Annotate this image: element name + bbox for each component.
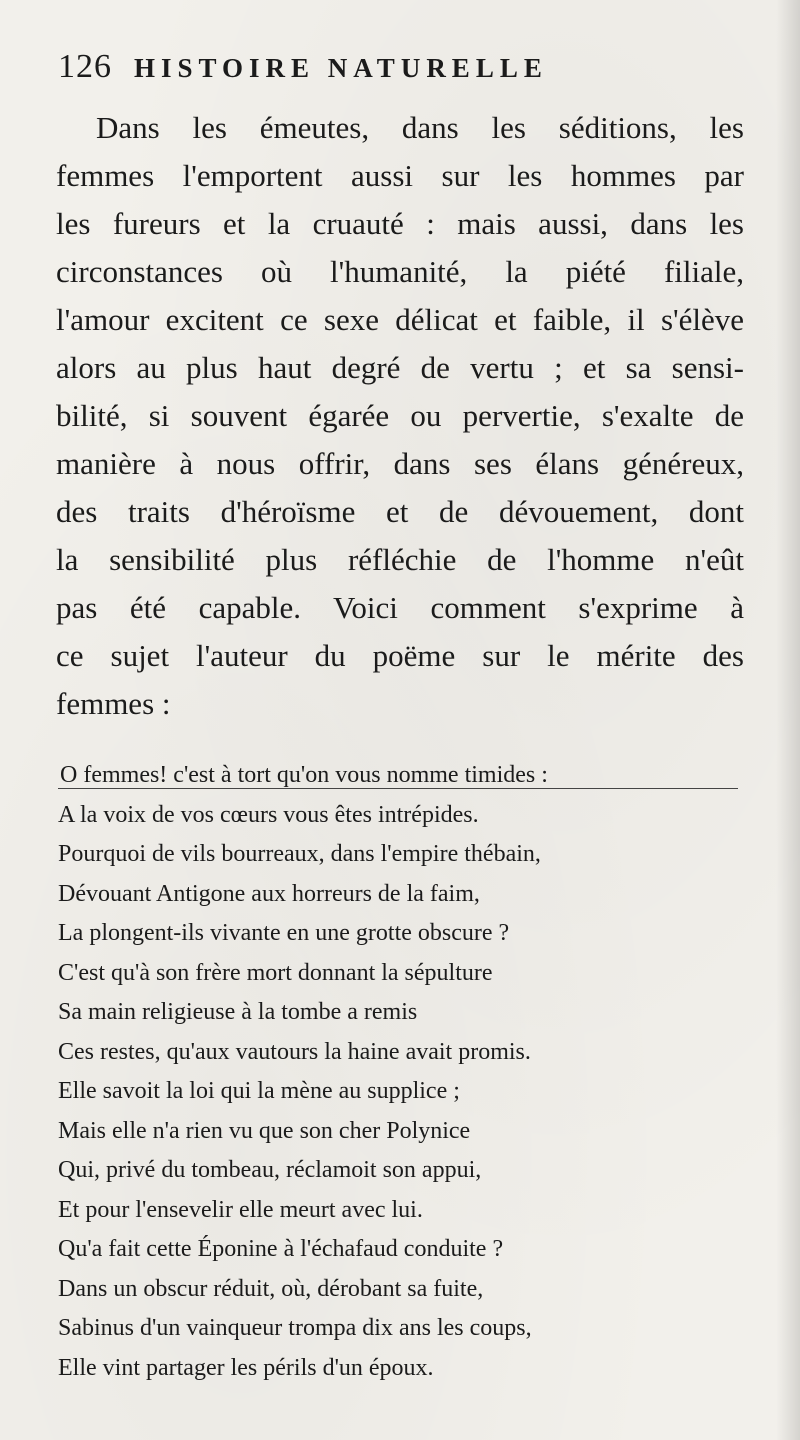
prose-line: Dans les émeutes, dans les séditions, les xyxy=(96,110,744,145)
verse-line: Elle savoit la loi qui la mène au supplice ; xyxy=(58,1078,460,1104)
prose-line: circonstances où l'humanité, la piété filiale, xyxy=(56,254,744,289)
verse-line: La plongent-ils vivante en une grotte obscure ? xyxy=(58,920,510,946)
prose-line: manière à nous offrir, dans ses élans généreux, xyxy=(56,446,744,481)
verse-line: Pourquoi de vils bourreaux, dans l'empire thébain, xyxy=(58,841,541,867)
verse-line: Qu'a fait cette Éponine à l'échafaud conduite ? xyxy=(58,1236,504,1262)
prose-line: femmes : xyxy=(56,686,171,721)
prose-line: femmes l'emportent aussi sur les hommes par xyxy=(56,158,744,193)
verse-line: Qui, privé du tombeau, réclamoit son appui, xyxy=(58,1157,482,1183)
verse-line: O femmes! c'est à tort qu'on vous nomme timides : xyxy=(60,762,548,788)
verse-line: Sabinus d'un vainqueur trompa dix ans les coups, xyxy=(58,1315,532,1341)
running-head: HISTOIRE NATURELLE xyxy=(134,53,548,83)
verse-line: Sa main religieuse à la tombe a remis xyxy=(58,999,418,1025)
prose-line: bilité, si souvent égarée ou pervertie, s'exalte de xyxy=(56,398,744,433)
prose-line: pas été capable. Voici comment s'exprime à xyxy=(56,590,744,625)
prose-line: l'amour excitent ce sexe délicat et faible, il s'élève xyxy=(56,302,744,337)
verse-line: Elle vint partager les périls d'un époux. xyxy=(58,1354,434,1381)
verse-line: A la voix de vos cœurs vous êtes intrépides. xyxy=(58,801,479,828)
prose-line: les fureurs et la cruauté : mais aussi, dans les xyxy=(56,206,744,241)
verse-line: C'est qu'à son frère mort donnant la sépulture xyxy=(58,959,493,986)
verse-quotation xyxy=(58,756,748,1388)
verse-line: Ces restes, qu'aux vautours la haine avait promis. xyxy=(58,1038,531,1065)
verse-line: Et pour l'ensevelir elle meurt avec lui. xyxy=(58,1196,423,1223)
page-gutter-shadow xyxy=(776,0,800,1440)
prose-line: la sensibilité plus réfléchie de l'homme n'eût xyxy=(56,542,744,577)
prose-paragraph xyxy=(56,104,744,728)
verse-line: Mais elle n'a rien vu que son cher Polynice xyxy=(58,1117,471,1144)
page-header xyxy=(58,48,678,92)
prose-line: ce sujet l'auteur du poëme sur le mérite des xyxy=(56,638,744,673)
page-number: 126 xyxy=(58,48,112,85)
prose-line: des traits d'héroïsme et de dévouement, dont xyxy=(56,494,744,529)
prose-line: alors au plus haut degré de vertu ; et sa sensi- xyxy=(56,350,744,385)
verse-line: Dévouant Antigone aux horreurs de la faim, xyxy=(58,880,480,907)
verse-line: Dans un obscur réduit, où, dérobant sa fuite, xyxy=(58,1275,484,1302)
